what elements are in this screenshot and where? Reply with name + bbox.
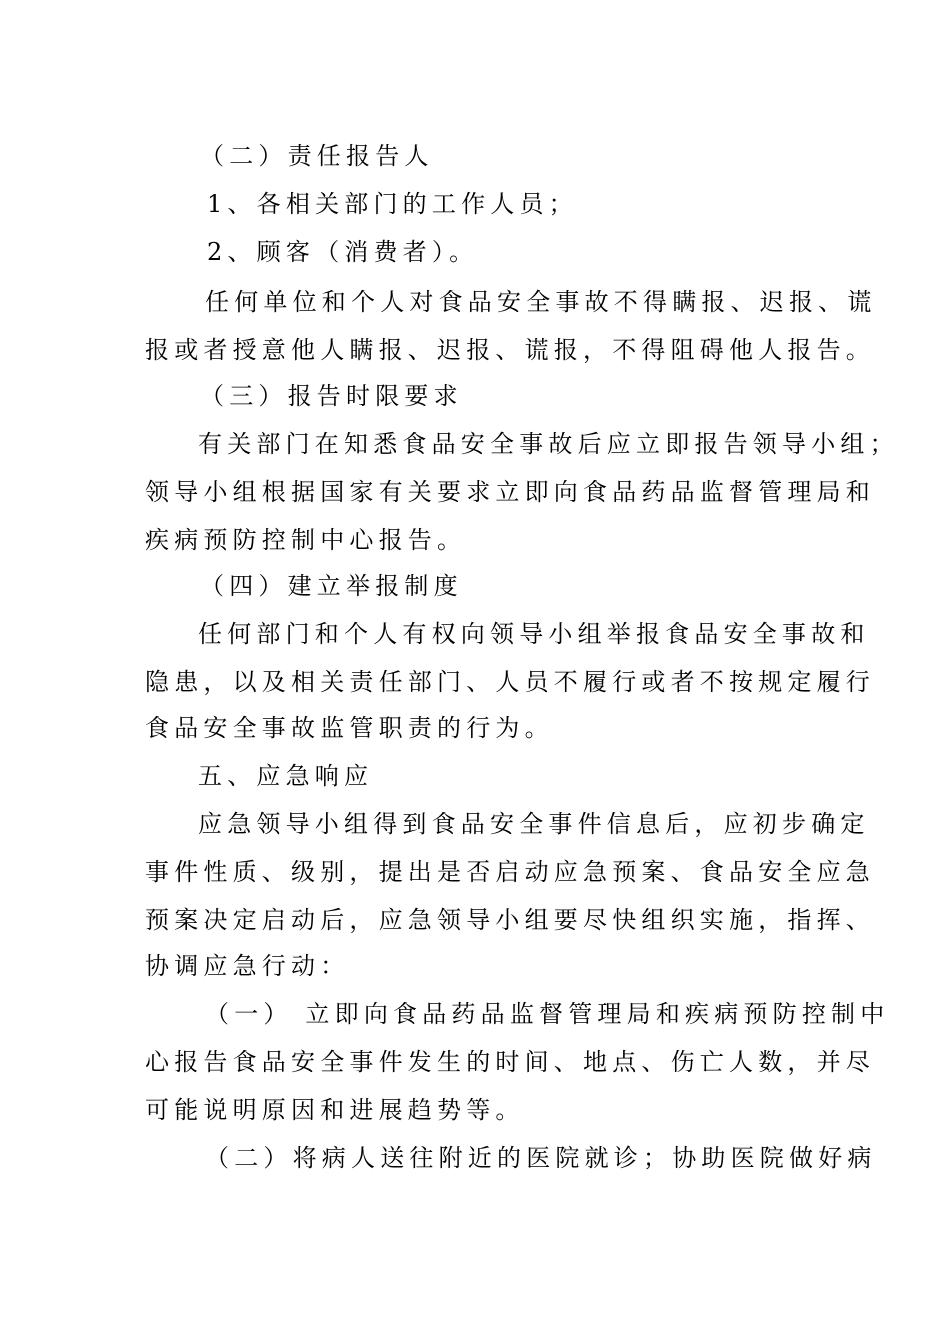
paragraph-line: 食品安全事故监管职责的行为。 — [145, 714, 554, 742]
paragraph-line: （一） 立即向食品药品监督管理局和疾病预防控制中 — [205, 1000, 890, 1028]
paragraph-line: 任何单位和个人对食品安全事故不得瞒报、迟报、谎 — [205, 288, 877, 316]
list-item-customers: 2、顾客（消费者）。 — [207, 238, 479, 266]
list-item-staff: 1、各相关部门的工作人员； — [207, 190, 578, 218]
section-heading-emergency-response: 五、应急响应 — [198, 762, 374, 790]
paragraph-line: 疾病预防控制中心报告。 — [145, 526, 467, 554]
paragraph-line: 隐患，以及相关责任部门、人员不履行或者不按规定履行 — [145, 668, 875, 696]
paragraph-line: 心报告食品安全事件发生的时间、地点、伤亡人数，并尽 — [145, 1048, 875, 1076]
paragraph-line: 协调应急行动： — [145, 952, 350, 980]
section-heading-responsible-reporters: （二）责任报告人 — [200, 142, 434, 170]
paragraph-line: 事件性质、级别，提出是否启动应急预案、食品安全应急 — [145, 858, 875, 886]
paragraph-line: （二）将病人送往附近的医院就诊；协助医院做好病 — [205, 1144, 877, 1172]
paragraph-line: 报或者授意他人瞒报、迟报、谎报，不得阻碍他人报告。 — [145, 336, 875, 364]
paragraph-line: 领导小组根据国家有关要求立即向食品药品监督管理局和 — [145, 478, 875, 506]
paragraph-line: 可能说明原因和进展趋势等。 — [145, 1096, 525, 1124]
paragraph-line: 应急领导小组得到食品安全事件信息后，应初步确定 — [198, 810, 870, 838]
paragraph-line: 预案决定启动后，应急领导小组要尽快组织实施，指挥、 — [145, 906, 875, 934]
section-heading-report-time-limit: （三）报告时限要求 — [200, 382, 463, 410]
paragraph-line: 有关部门在知悉食品安全事故后应立即报告领导小组； — [198, 430, 899, 458]
paragraph-line: 任何部门和个人有权向领导小组举报食品安全事故和 — [198, 620, 870, 648]
section-heading-reporting-system: （四）建立举报制度 — [200, 572, 463, 600]
